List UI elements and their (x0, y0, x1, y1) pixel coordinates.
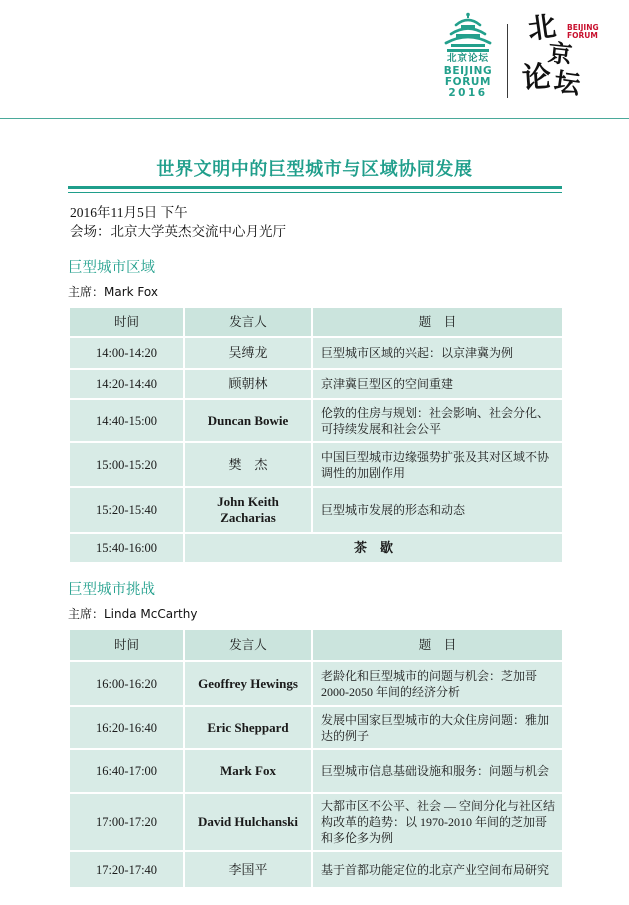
table-row (70, 370, 562, 398)
speaker-cell: 吴缚龙 (185, 338, 311, 368)
table-header-row (70, 630, 562, 660)
break-label: 茶 歇 (185, 534, 562, 562)
session-heading: 巨型城市挑战 (68, 582, 155, 598)
time-cell: 15:40-16:00 (70, 534, 183, 562)
schedule-table (68, 628, 564, 889)
time-cell: 16:40-17:00 (70, 750, 183, 792)
topic-cell: 巨型城市发展的形态和动态 (313, 488, 562, 532)
header-rule (0, 118, 629, 119)
title-rule (68, 186, 562, 189)
column-header-speaker: 发言人 (185, 308, 311, 336)
schedule-table (68, 306, 564, 564)
topic-cell: 发展中国家巨型城市的大众住房问题：雅加达的例子 (313, 707, 562, 748)
session-chair: 主席：Linda McCarthy (68, 607, 198, 621)
topic-cell: 老龄化和巨型城市的问题与机会：芝加哥 2000-2050 年间的经济分析 (313, 662, 562, 705)
logo-divider (507, 24, 508, 98)
logo-chinese-name: 北京论坛 (446, 53, 489, 64)
time-cell: 14:40-15:00 (70, 400, 183, 441)
time-cell: 17:20-17:40 (70, 852, 183, 887)
time-cell: 16:20-16:40 (70, 707, 183, 748)
table-row (70, 338, 562, 368)
speaker-cell: Mark Fox (185, 750, 311, 792)
temple-of-heaven-icon (443, 12, 493, 54)
calligraphy-logo-english-line1: BEIJING (567, 23, 599, 32)
speaker-cell: 樊 杰 (185, 443, 311, 486)
table-row (70, 852, 562, 887)
table-row (70, 400, 562, 441)
calligraphy-logo-char: 北 (525, 9, 559, 46)
column-header-topic: 题 目 (313, 630, 562, 660)
table-header-row (70, 308, 562, 336)
column-header-time: 时间 (70, 630, 183, 660)
session-chair: 主席：Mark Fox (68, 285, 158, 299)
calligraphy-logo-char: 论 (520, 59, 553, 95)
table-row (70, 488, 562, 532)
column-header-topic: 题 目 (313, 308, 562, 336)
column-header-time: 时间 (70, 308, 183, 336)
speaker-cell: Eric Sheppard (185, 707, 311, 748)
event-venue: 会场：北京大学英杰交流中心月光厅 (70, 224, 286, 239)
speaker-cell: Duncan Bowie (185, 400, 311, 441)
time-cell: 15:00-15:20 (70, 443, 183, 486)
topic-cell: 巨型城市区域的兴起：以京津冀为例 (313, 338, 562, 368)
session-heading: 巨型城市区域 (68, 260, 155, 276)
topic-cell: 伦敦的住房与规划：社会影响、社会分化、可持续发展和社会公平 (313, 400, 562, 441)
topic-cell: 京津冀巨型区的空间重建 (313, 370, 562, 398)
event-date: 2016年11月5日 下午 (70, 205, 188, 220)
title-rule-thin (68, 192, 562, 193)
time-cell: 15:20-15:40 (70, 488, 183, 532)
topic-cell: 巨型城市信息基础设施和服务：问题与机会 (313, 750, 562, 792)
break-row (70, 534, 562, 562)
calligraphy-logo-english-line2: FORUM (567, 31, 598, 40)
speaker-cell: David Hulchanski (185, 794, 311, 850)
speaker-cell: 顾朝林 (185, 370, 311, 398)
column-header-speaker: 发言人 (185, 630, 311, 660)
time-cell: 14:20-14:40 (70, 370, 183, 398)
calligraphy-logo-char: 京 (546, 37, 574, 70)
logo-year: 2016 (448, 87, 488, 99)
time-cell: 14:00-14:20 (70, 338, 183, 368)
table-row (70, 662, 562, 705)
table-row (70, 750, 562, 792)
calligraphy-logo-char: 坛 (552, 67, 582, 101)
table-row (70, 794, 562, 850)
speaker-cell: John Keith Zacharias (185, 488, 311, 532)
topic-cell: 中国巨型城市边缘强势扩张及其对区域不协调性的加剧作用 (313, 443, 562, 486)
table-row (70, 443, 562, 486)
time-cell: 17:00-17:20 (70, 794, 183, 850)
table-row (70, 707, 562, 748)
speaker-cell: Geoffrey Hewings (185, 662, 311, 705)
time-cell: 16:00-16:20 (70, 662, 183, 705)
logo-english-line2: FORUM (444, 76, 492, 88)
page-title: 世界文明中的巨型城市与区域协同发展 (156, 159, 473, 180)
speaker-cell: 李国平 (185, 852, 311, 887)
topic-cell: 大都市区不公平、社会 — 空间分化与社区结构改革的趋势：以 1970-2010 年间的芝加哥和多伦多为例 (313, 794, 562, 850)
topic-cell: 基于首都功能定位的北京产业空间布局研究 (313, 852, 562, 887)
logo-english-line1: BEIJING (443, 65, 493, 77)
